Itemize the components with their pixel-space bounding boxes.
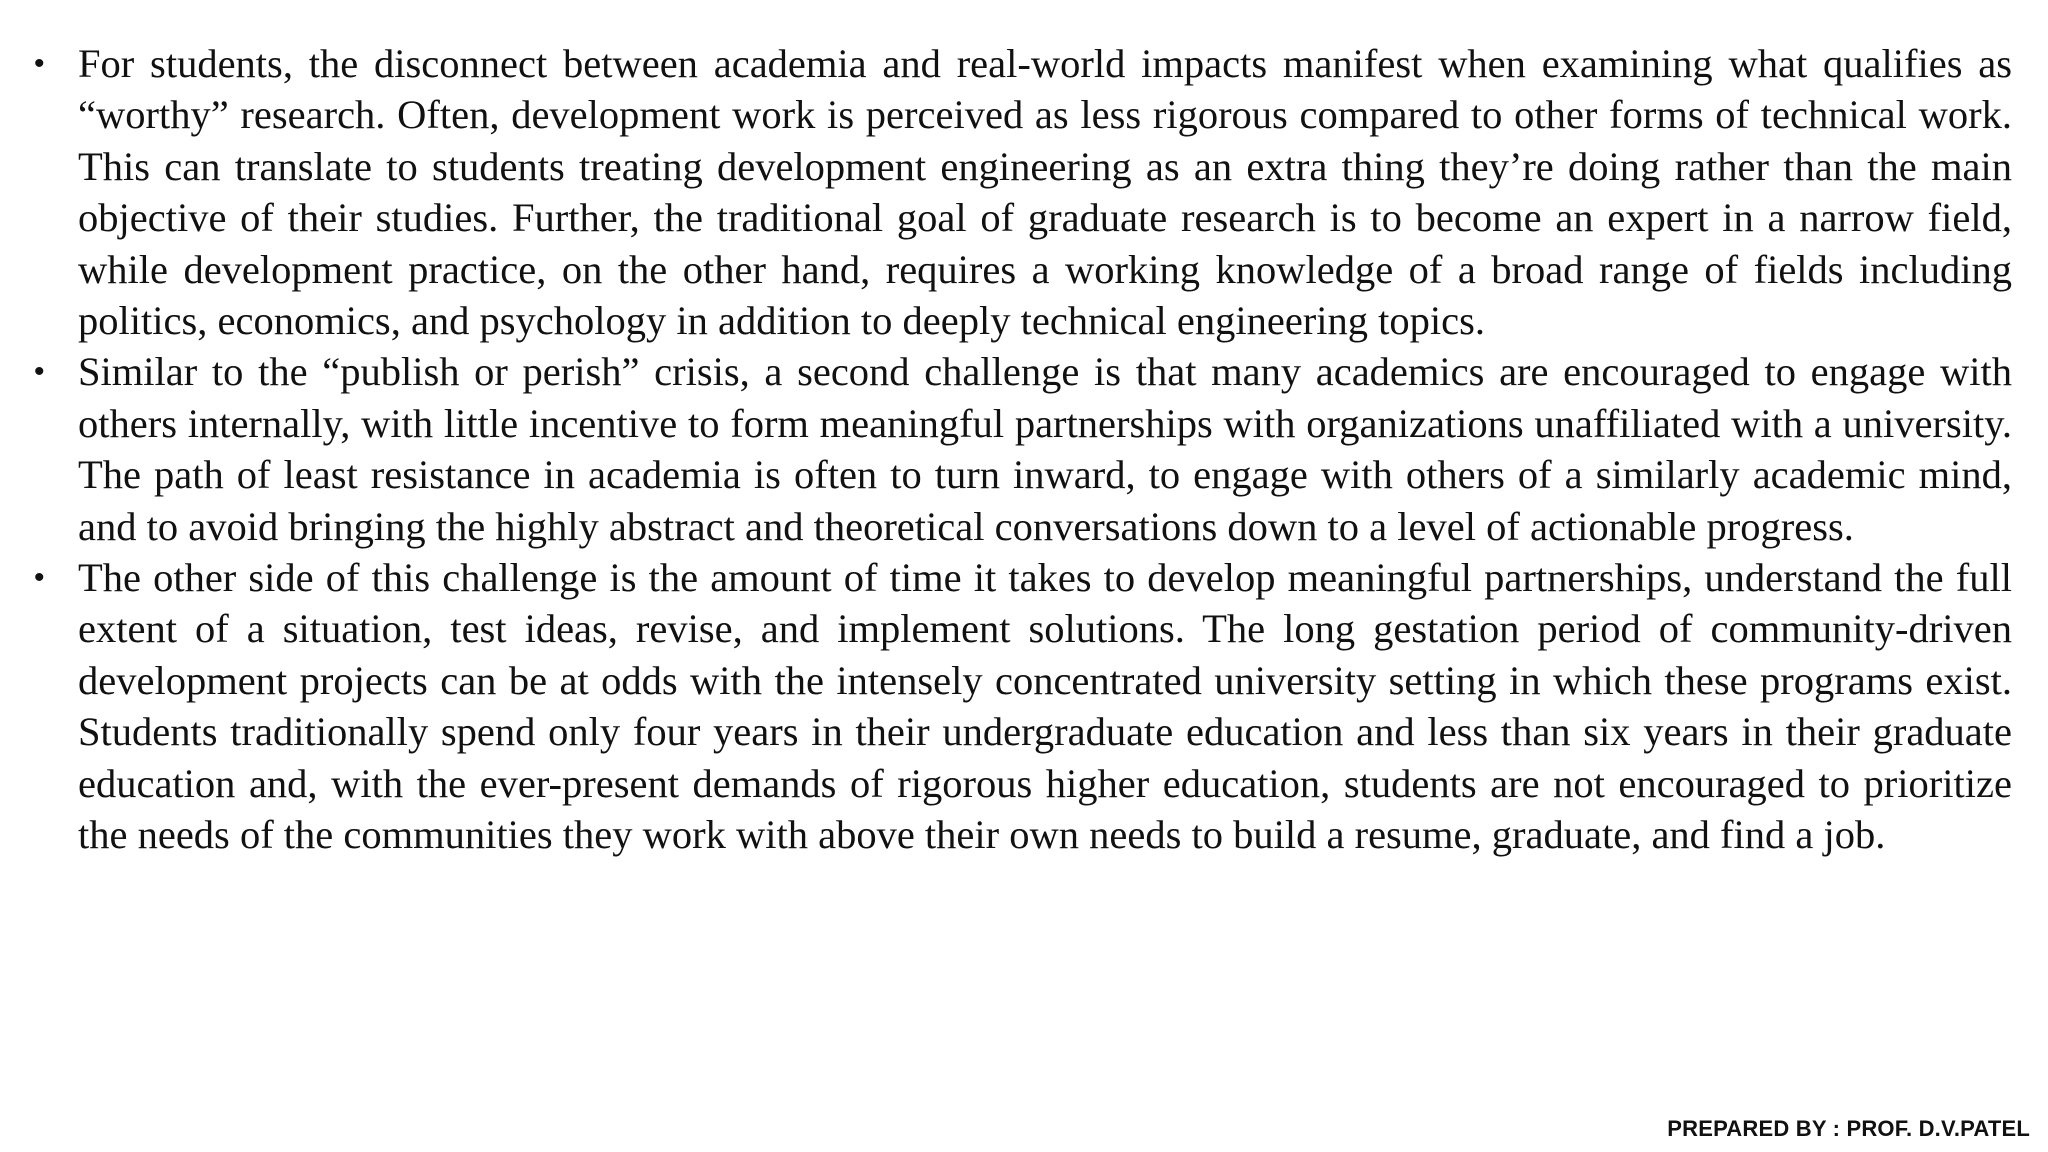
- bullet-text: For students, the disconnect between academia and real-world impacts manifest when examining what qualifies as “worthy” research. Often, development work is perceived as less rigorous compared to other forms of technical work. This can translate to students treating development engineering as an extra thing they’re doing rather than the main objective of their studies. Further, the traditional goal of graduate research is to become an expert in a narrow field, while development practice, on the other hand, requires a working knowledge of a broad range of fields including politics, economics, and psychology in addition to deeply technical engineering topics.: [78, 41, 2012, 344]
- bullet-item-2: [26, 346, 2012, 552]
- bullet-marker: •: [34, 47, 45, 80]
- bullet-marker: •: [34, 355, 45, 389]
- bullet-marker: •: [34, 561, 45, 595]
- bullet-list: [26, 38, 2012, 861]
- bullet-item-1: [26, 38, 2012, 346]
- bullet-item-3: [26, 552, 2012, 860]
- bullet-text: The other side of this challenge is the amount of time it takes to develop meaningful partnerships, understand the full extent of a situation, test ideas, revise, and implement solutions. The long gestation period of community-driven development projects can be at odds with the intensely concentrated university setting in which these programs exist. Students traditionally spend only four years in their undergraduate education and less than six years in their graduate education and, with the ever-present demands of rigorous higher education, students are not encouraged to prioritize the needs of the communities they work with above their own needs to build a resume, graduate, and find a job.: [78, 555, 2012, 858]
- footer-credit: PREPARED BY : PROF. D.V.PATEL: [1667, 1116, 2030, 1141]
- bullet-text: Similar to the “publish or perish” crisis, a second challenge is that many academics are encouraged to engage with others internally, with little incentive to form meaningful partnerships with organizations unaffiliated with a university. The path of least resistance in academia is often to turn inward, to engage with others of a similarly academic mind, and to avoid bringing the highly abstract and theoretical conversations down to a level of actionable progress.: [78, 349, 2012, 549]
